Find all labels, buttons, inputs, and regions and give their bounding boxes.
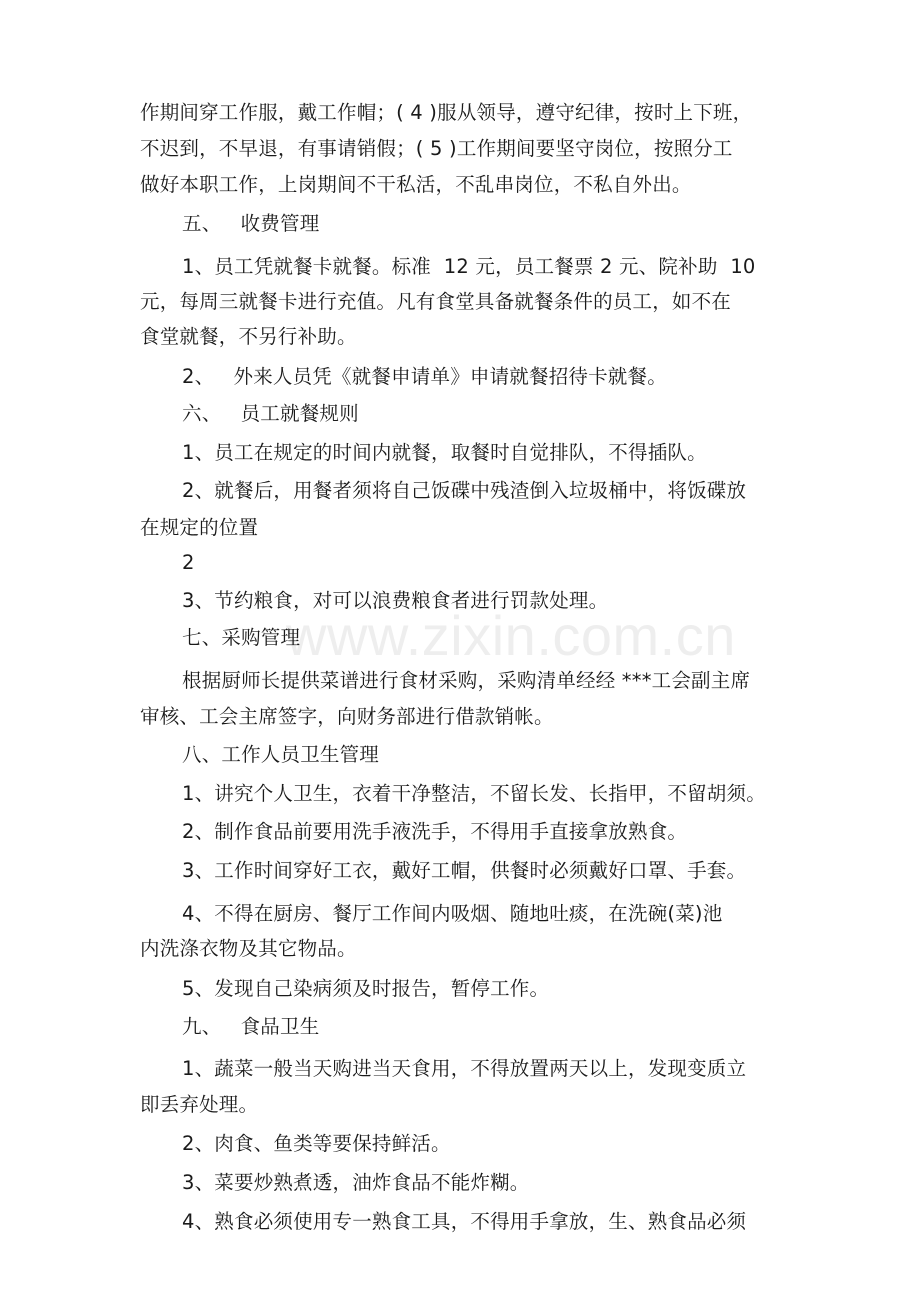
paragraph-line: 3、工作时间穿好工衣，戴好工帽，供餐时必须戴好口罩、手套。	[182, 859, 747, 882]
paragraph-line: 内洗涤衣物及其它物品。	[140, 937, 357, 960]
paragraph-line: 根据厨师长提供菜谱进行食材采购，采购清单经经 ***工会副主席	[182, 669, 751, 692]
section-heading: 七、采购管理	[182, 626, 301, 649]
paragraph-line: 元，每周三就餐卡进行充值。凡有食堂具备就餐条件的员工，如不在	[140, 290, 732, 313]
paragraph-line: 3、菜要炒熟煮透，油炸食品不能炸糊。	[182, 1171, 530, 1194]
section-heading: 五、 收费管理	[182, 212, 320, 235]
paragraph-line: 1、员工在规定的时间内就餐，取餐时自觉排队，不得插队。	[182, 441, 707, 464]
paragraph-line: 审核、工会主席签字，向财务部进行借款销帐。	[140, 705, 554, 728]
paragraph-line: 2、肉食、鱼类等要保持鲜活。	[182, 1132, 451, 1155]
paragraph-line: 2、制作食品前要用洗手液洗手，不得用手直接拿放熟食。	[182, 820, 688, 843]
paragraph-line: 4、不得在厨房、餐厅工作间内吸烟、随地吐痰，在洗碗(菜)池	[182, 902, 723, 925]
paragraph-line: 1、讲究个人卫生，衣着干净整洁，不留长发、长指甲，不留胡须。	[182, 782, 766, 805]
paragraph-line: 4、熟食必须使用专一熟食工具，不得用手拿放，生、熟食品必须	[182, 1210, 747, 1233]
page-number: 2	[182, 551, 195, 574]
section-heading: 六、 员工就餐规则	[182, 402, 359, 425]
paragraph-line: 1、员工凭就餐卡就餐。标准 12 元，员工餐票 2 元、院补助 10	[182, 255, 756, 278]
paragraph-line: 即丢弃处理。	[140, 1093, 259, 1116]
paragraph-line: 1、蔬菜一般当天购进当天食用，不得放置两天以上，发现变质立	[182, 1057, 747, 1080]
paragraph-line: 2、就餐后，用餐者须将自己饭碟中残渣倒入垃圾桶中，将饭碟放	[182, 479, 747, 502]
paragraph-line: 不迟到，不早退，有事请销假；( 5 )工作期间要坚守岗位，按照分工	[140, 137, 733, 160]
paragraph-line: 5、发现自己染病须及时报告，暂停工作。	[182, 977, 550, 1000]
watermark: www.zixin.com.cn	[286, 604, 736, 667]
paragraph-line: 在规定的位置	[140, 516, 259, 539]
paragraph-line: 食堂就餐，不另行补助。	[140, 325, 357, 348]
paragraph-line: 作期间穿工作服，戴工作帽；( 4 )服从领导，遵守纪律，按时上下班，	[140, 101, 753, 124]
paragraph-line: 3、节约粮食，对可以浪费粮食者进行罚款处理。	[182, 589, 609, 612]
section-heading: 八、工作人员卫生管理	[182, 743, 380, 766]
paragraph-line: 2、 外来人员凭《就餐申请单》申请就餐招待卡就餐。	[182, 365, 667, 388]
section-heading: 九、 食品卫生	[182, 1015, 320, 1038]
paragraph-line: 做好本职工作，上岗期间不干私活，不乱串岗位，不私自外出。	[140, 173, 692, 196]
